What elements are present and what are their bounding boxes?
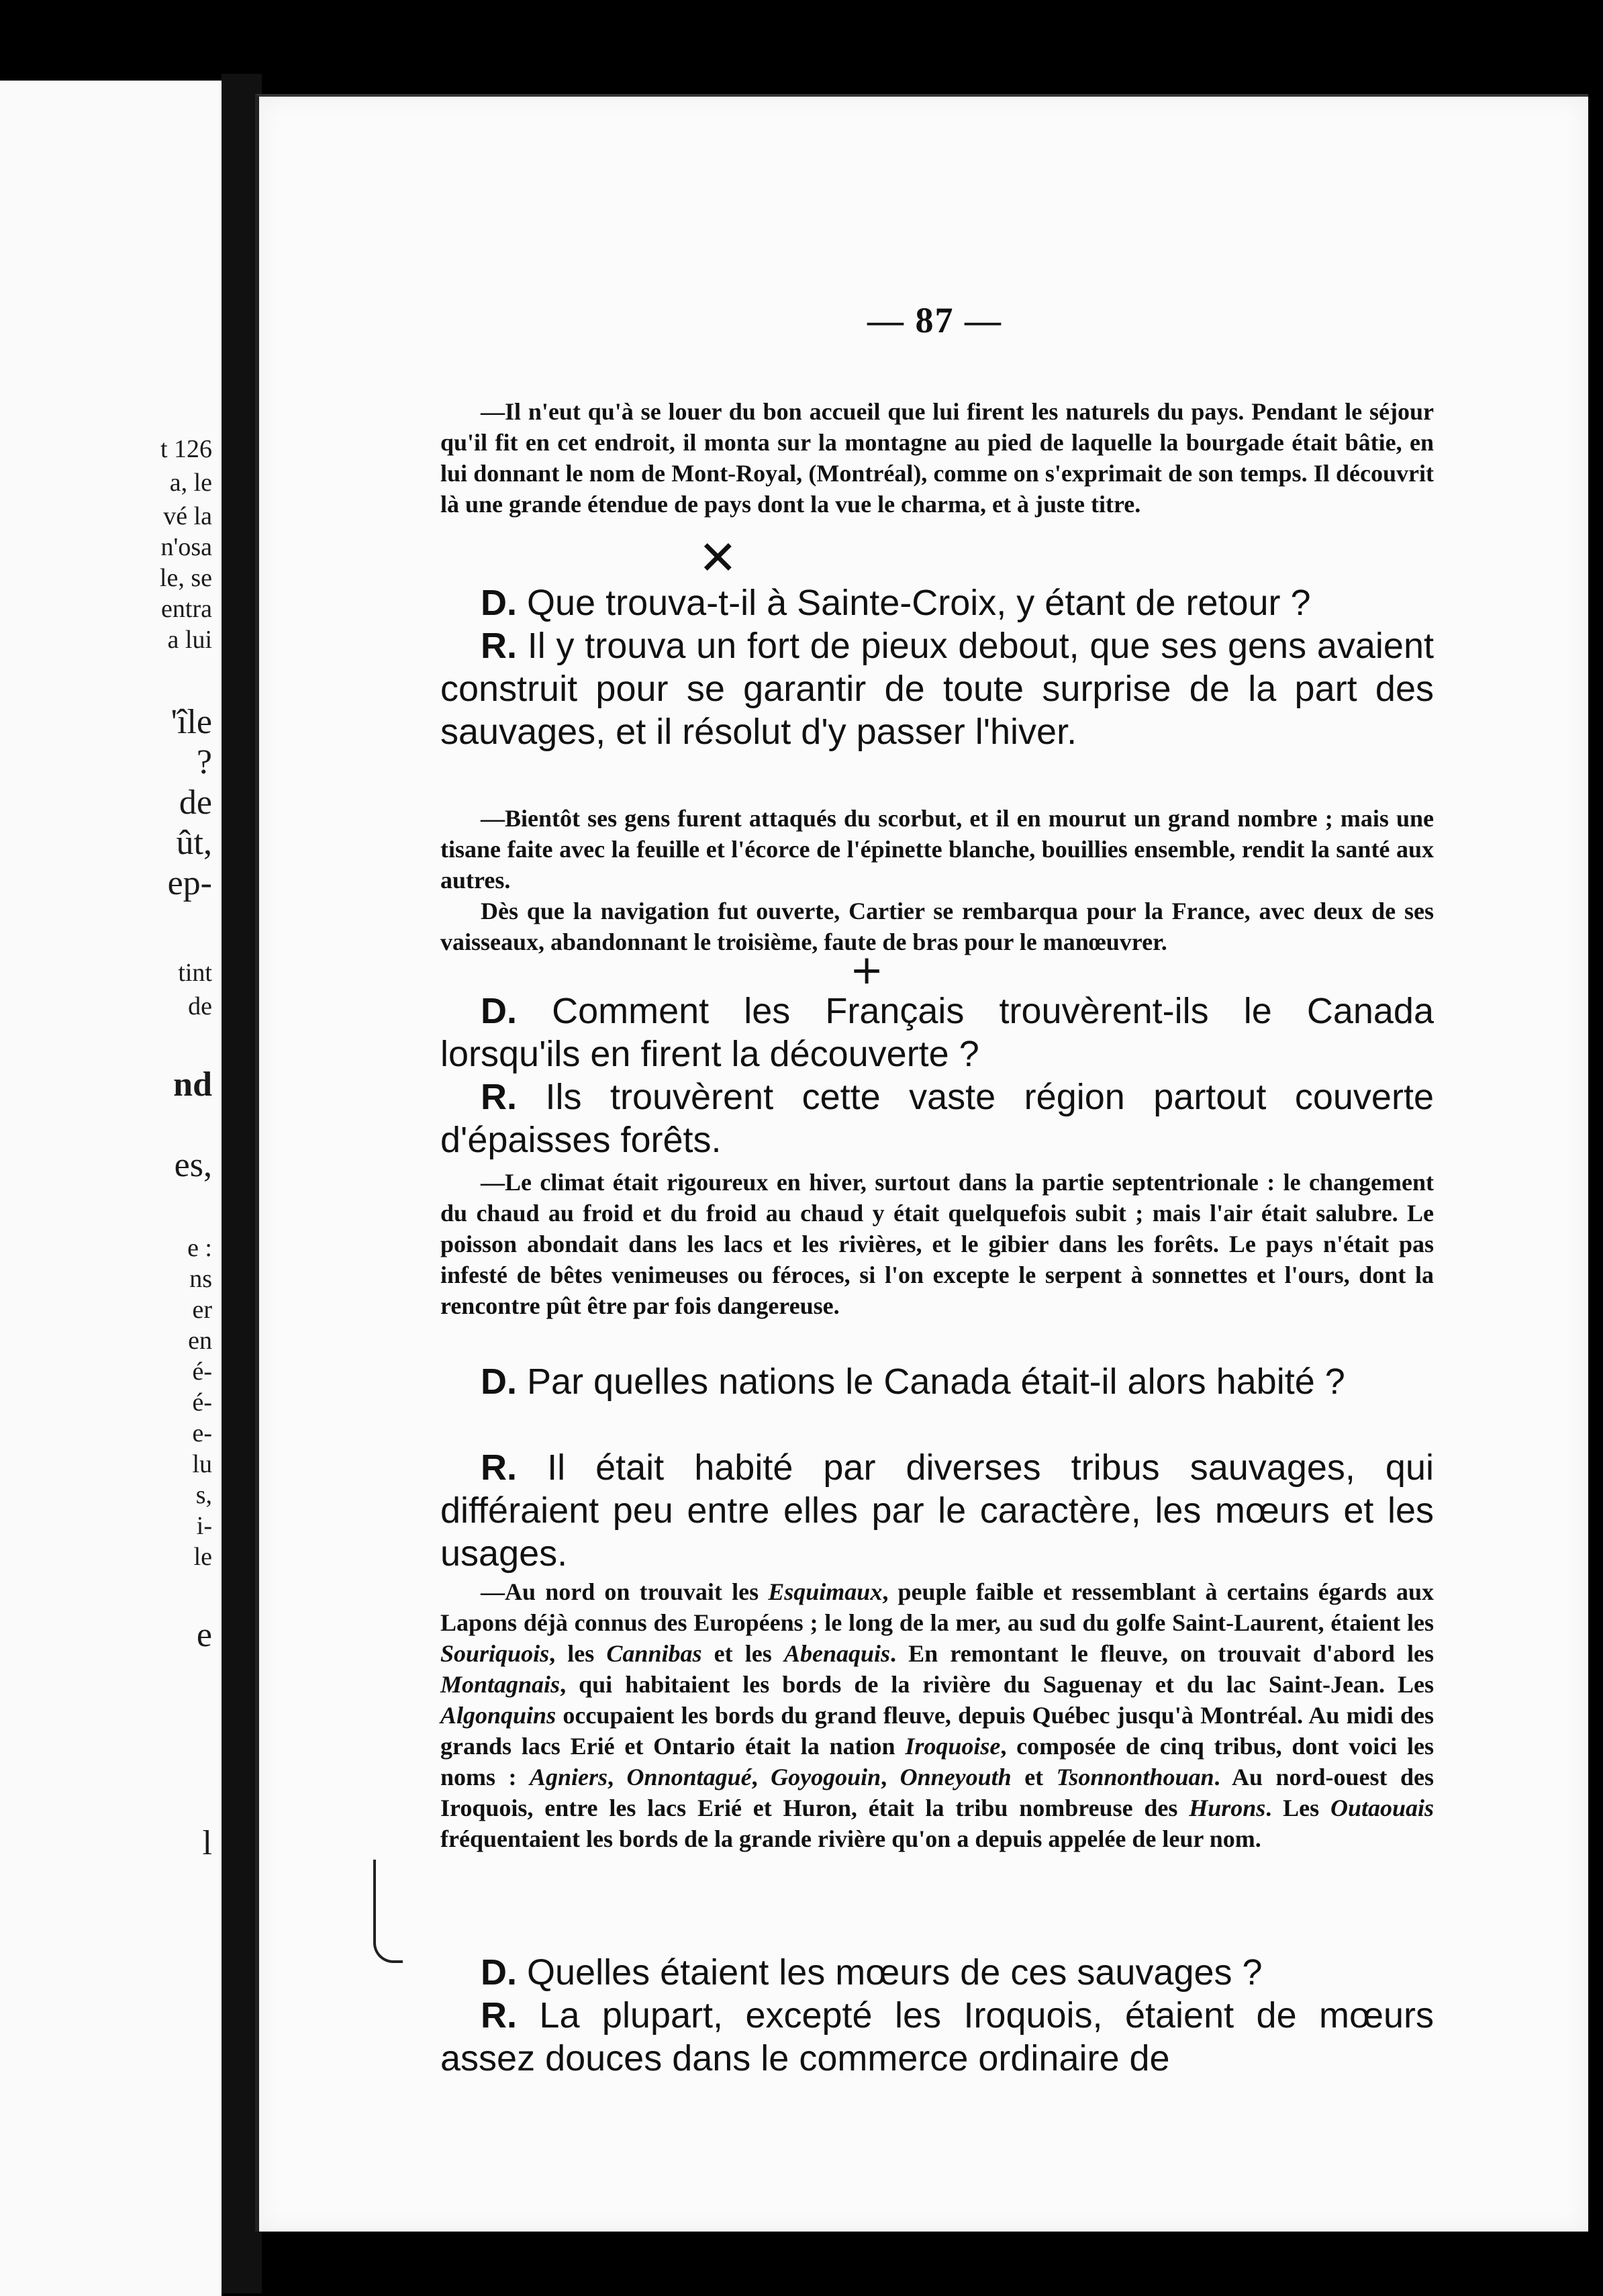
page-number: — 87 — [867,300,1002,340]
historical-note [440,896,1434,957]
margin-fragment: ns [189,1265,212,1293]
question-label: D. [481,583,517,623]
question [440,1951,1434,1994]
margin-fragment: ep- [167,864,212,902]
margin-fragment: s, [195,1481,212,1509]
answer [440,1446,1434,1575]
answer [440,1994,1434,2080]
tribe-name: Outaouais [1330,1795,1435,1821]
note-text: —Bientôt ses gens furent attaqués du scorbut, et il en mourut un grand nombre ; mais une tisane faite avec la feuille et l'écorce de l'épinette blanche, bouillies ensemble, rendit la santé aux autres. [440,805,1434,894]
answer [440,1075,1434,1161]
tribe-name: Esquimaux [768,1578,883,1605]
answer-text: La plupart, excepté les Iroquois, étaient de mœurs assez douces dans le commerce ordinaire de [440,1995,1434,2078]
tribe-name: Montagnais [440,1671,561,1698]
question [440,1360,1434,1403]
margin-fragment: n'osa [160,533,212,561]
margin-fragment: e [196,1616,212,1654]
tribe-name: Onneyouth [900,1764,1012,1790]
tribe-name: Abenaquis [783,1640,890,1667]
tribe-name: Souriquois [440,1640,550,1667]
margin-fragment: entra [161,595,212,623]
question-text: Quelles étaient les mœurs de ces sauvages ? [527,1952,1263,1993]
handwritten-cross-mark: ✕ [698,530,738,585]
margin-fragment: e- [192,1419,212,1447]
answer-label: R. [481,626,517,666]
tribe-name: Agniers [530,1764,608,1790]
facing-page-edge [0,81,222,2296]
margin-fragment: t 126 [160,435,212,463]
question-text: Par quelles nations le Canada était-il alors habité ? [527,1361,1345,1402]
answer-label: R. [481,1995,517,2036]
margin-fragment: a, le [169,469,212,497]
historical-note [440,1576,1434,1854]
note-text: —Au nord on trouvait les Esquimaux, peuple faible et ressemblant à certains égards aux Lapons déjà connus des Européens ; le long de la mer, au sud du golfe Saint-Laurent, étaient les Souriquois, les Cannibas et les Abenaquis. En remontant le fleuve, on trouvait d'abord les Montagnais, qui habitaient les bords de la rivière du Saguenay et du lac Saint-Jean. Les Algonquins occupaient les bords du grand fleuve, depuis Québec jusqu'à Montréal. Au midi des grands lacs Erié et Ontario était la nation Iroquoise, composée de cinq tribus, dont voici les noms : Agniers, Onnontagué, Goyogouin, Onneyouth et Tsonnonthouan. Au nord-ouest des Iroquois, entre les lacs Erié et Huron, était la tribu nombreuse des Hurons. Les Outaouais fréquentaient les bords de la grande rivière qu'on a depuis appelée de leur nom. [440,1578,1435,1852]
question-text: Comment les Français trouvèrent-ils le Canada lorsqu'ils en firent la découverte ? [440,991,1434,1074]
margin-fragment: é- [192,1388,212,1417]
margin-fragment: es, [174,1146,212,1184]
margin-fragment: é- [192,1357,212,1386]
answer [440,624,1434,753]
question-label: D. [481,1361,517,1402]
margin-fragment: le [193,1543,212,1571]
margin-fragment: en [188,1327,212,1355]
margin-fragment: ? [196,743,212,781]
tribe-name: Hurons [1189,1795,1266,1821]
answer-text: Il y trouva un fort de pieux debout, que ses gens avaient construit pour se garantir de toute surprise de la part des sauvages, et il résolut d'y passer l'hiver. [440,626,1434,752]
note-text: Dès que la navigation fut ouverte, Cartier se rembarqua pour la France, avec deux de ses vaisseaux, abandonnant le troisième, faute de bras pour le manœuvrer. [440,898,1434,955]
margin-fragment: 'île [171,703,212,741]
tribe-name: Algonquins [440,1702,556,1729]
tribe-name: Tsonnonthouan [1056,1764,1214,1790]
margin-fragment: nd [173,1065,212,1104]
tribe-name: Iroquoise [905,1733,1001,1760]
historical-note [440,1167,1434,1321]
margin-fragment: vé la [163,502,212,530]
handwritten-plus-mark: + [850,947,884,994]
margin-fragment: l [202,1824,212,1862]
margin-fragment: le, se [159,564,212,592]
answer-label: R. [481,1447,517,1488]
margin-fragment: i- [196,1512,212,1540]
tribe-name: Goyogouin [771,1764,881,1790]
note-text: —Le climat était rigoureux en hiver, surtout dans la partie septentrionale : le changement du chaud au froid et du froid au chaud y était quelquefois subit ; mais l'air était salubre. Le poisson abondait dans les lacs et les rivières, et le gibier dans les forêts. Le pays n'était pas infesté de bêtes venimeuses ou féroces, si l'on excepte le serpent à sonnettes et l'ours, dont la rencontre pût être par fois dangereuse. [440,1169,1434,1319]
question [440,990,1434,1075]
question-label: D. [481,1952,517,1993]
question-label: D. [481,991,517,1031]
answer-label: R. [481,1077,517,1117]
answer-text: Ils trouvèrent cette vaste région partout couverte d'épaisses forêts. [440,1077,1434,1160]
question [440,581,1434,624]
tribe-name: Onnontagué [626,1764,752,1790]
note-text: —Il n'eut qu'à se louer du bon accueil que lui firent les naturels du pays. Pendant le séjour qu'il fit en cet endroit, il monta sur la montagne au pied de laquelle la bourgade était bâtie, en lui donnant le nom de Mont-Royal, (Montréal), comme on s'exprimait de son temps. Il découvrit là une grande étendue de pays dont la vue le charma, et à juste titre. [440,398,1434,518]
margin-fragment: lu [192,1450,212,1478]
margin-fragment: de [188,992,212,1020]
margin-fragment: ût, [176,824,212,862]
margin-fragment: er [192,1296,212,1324]
historical-note [440,396,1434,520]
tribe-name: Cannibas [606,1640,702,1667]
answer-text: Il était habité par diverses tribus sauvages, qui différaient peu entre elles par le caractère, les mœurs et les usages. [440,1447,1434,1574]
margin-fragment: tint [178,959,212,987]
question-text: Que trouva-t-il à Sainte-Croix, y étant de retour ? [527,583,1311,623]
margin-fragment: e : [187,1234,212,1262]
margin-fragment: a lui [167,626,212,654]
margin-fragment: de [179,783,212,822]
historical-note [440,803,1434,896]
handwritten-bracket-mark [373,1860,403,1963]
